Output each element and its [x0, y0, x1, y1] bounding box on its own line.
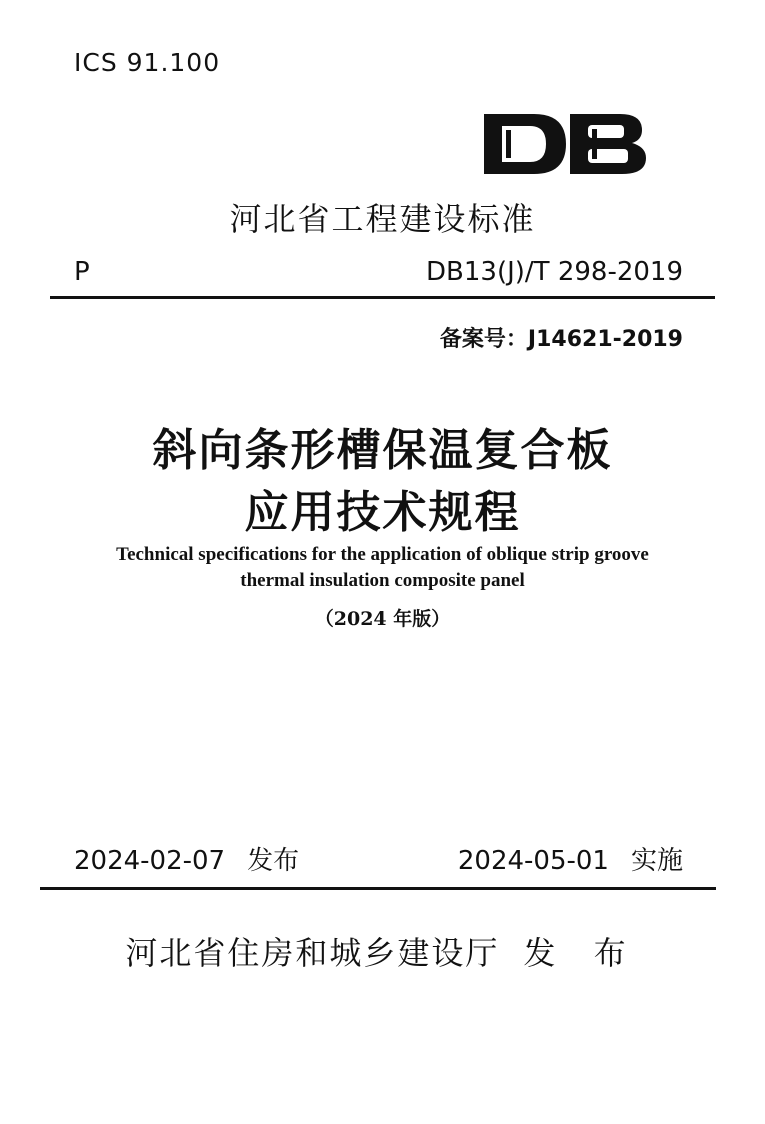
- effective-date: 2024-05-01: [457, 846, 609, 876]
- publisher-row: [0, 928, 765, 974]
- category-code: P: [74, 257, 90, 287]
- title-chinese-line2: 应用技术规程: [244, 487, 521, 538]
- ics-code: ICS 91.100: [74, 48, 221, 77]
- effective-date-row: [458, 840, 683, 877]
- title-chinese-line1: 斜向条形槽保温复合板: [152, 425, 613, 476]
- issue-date: 2024-02-07: [74, 846, 226, 876]
- effective-label: 实施: [630, 846, 683, 876]
- bottom-divider: [40, 887, 716, 890]
- title-english-line2: thermal insulation composite panel: [240, 570, 525, 591]
- issue-label: 发布: [247, 846, 300, 876]
- publisher-label: 发 布: [523, 934, 640, 972]
- publisher-name: 河北省住房和城乡建设厅: [125, 934, 500, 972]
- standard-number: DB13(J)/T 298-2019: [426, 257, 683, 287]
- db-logo: [482, 112, 648, 176]
- standard-type: 河北省工程建设标准: [229, 200, 536, 238]
- title-english-line1: Technical specifications for the application of oblique strip groove: [116, 544, 649, 565]
- issue-date-row: [74, 840, 299, 877]
- record-number: 备案号：J14621-2019: [439, 327, 683, 352]
- top-divider: [50, 296, 715, 299]
- edition: （2024 年版）: [314, 608, 451, 630]
